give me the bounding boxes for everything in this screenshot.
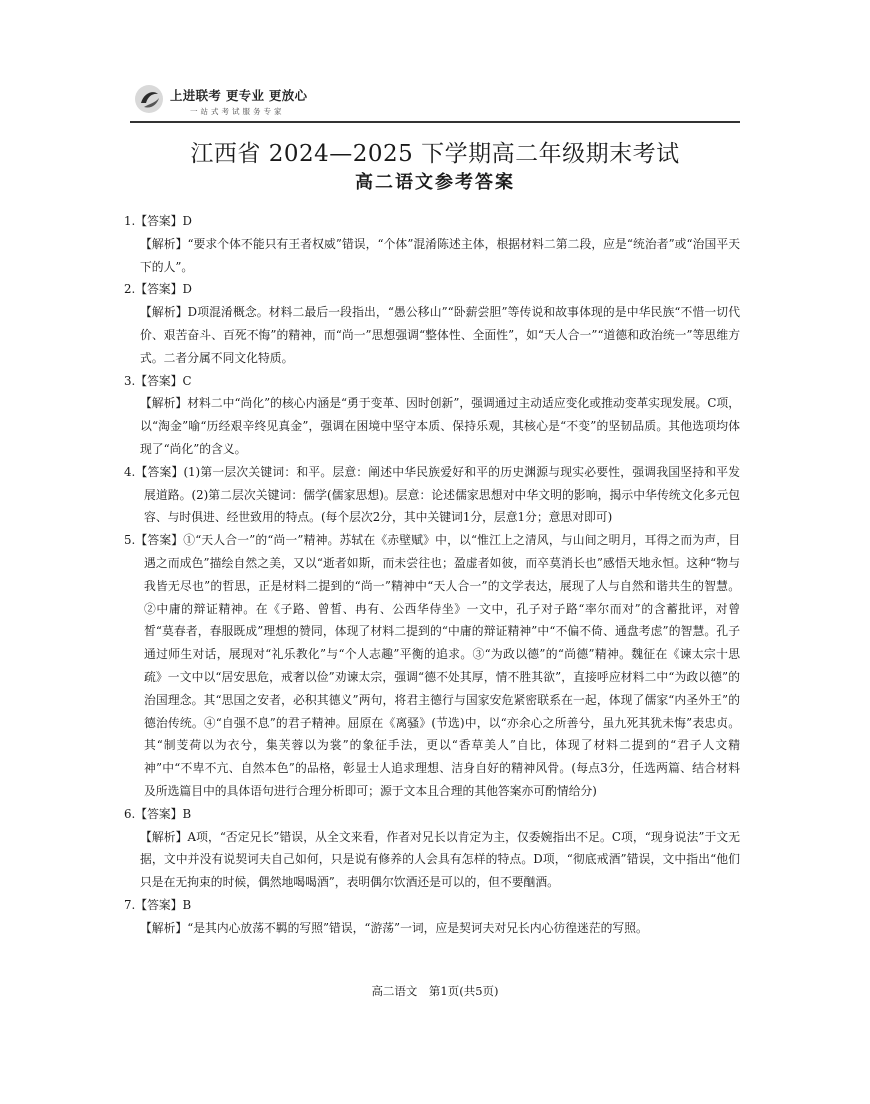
brand-subtitle: 一站式考试服务专家: [190, 107, 285, 116]
answer-text: 【答案】(1)第一层次关键词：和平。层意：阐述中华民族爱好和平的历史渊源与现实必要性，强调我国坚持和平发展道路。(2)第二层次关键词：儒学(儒家思想)。层意：论述儒家思想对中华文明的影响，揭示中华传统文化多元包容、与时俱进、经世致用的特点。(每个层次2分，其中关键词1分，层意1分；意思对即可): [135, 464, 740, 525]
explanation-text: 【解析】材料二中“尚化”的核心内涵是“勇于变革、因时创新”，强调通过主动适应变化或推动变革实现发展。C项，以“淘金”喻“历经艰辛终见真金”，强调在困境中坚守本质、保持乐观，其核心是“不变”的坚韧品质。其他选项均体现了“尚化”的含义。: [140, 396, 740, 456]
question-number: 2.: [124, 282, 136, 297]
answer-line: [124, 210, 740, 233]
exam-subtitle: 高二语文参考答案: [355, 172, 515, 193]
answer-text: 【答案】B: [135, 897, 192, 912]
answer-line: [124, 278, 740, 301]
answer-text: 【答案】①“天人合一”的“尚一”精神。苏轼在《赤壁赋》中，以“惟江上之清风，与山间之明月，耳得之而为声，目遇之而成色”描绘自然之美，又以“逝者如斯，而未尝往也；盈虚者如彼，而卒莫消长也”感悟天地永恒。这种“物与我皆无尽也”的哲思，正是材料二提到的“尚一”精神中“天人合一”的文学表达，展现了人与自然和谐共生的智慧。②中庸的辩证精神。在《子路、曾皙、冉有、公西华侍坐》一文中，孔子对子路“率尔而对”的含蓄批评，对曾皙“莫春者，春服既成”理想的赞同，体现了材料二提到的“中庸的辩证精神”中“不偏不倚、通盘考虑”的智慧。孔子通过师生对话，展现对“礼乐教化”与“个人志趣”平衡的追求。③“为政以德”的“尚德”精神。魏征在《谏太宗十思疏》一文中以“居安思危，戒奢以俭”劝谏太宗，强调“德不处其厚，情不胜其欲”，直接呼应材料二中“为政以德”的治国理念。其“思国之安者，必积其德义”两句，将君主德行与国家安危紧密联系在一起，体现了儒家“内圣外王”的德治传统。④“自强不息”的君子精神。屈原在《离骚》(节选)中，以“亦余心之所善兮，虽九死其犹未悔”表忠贞。其“制芰荷以为衣兮，集芙蓉以为裳”的象征手法，更以“香草美人”自比，体现了材料二提到的“君子人文精神”中“不卑不亢、自然本色”的品格，彰显士人追求理想、洁身自好的精神风骨。(每点3分，任选两篇、结合材料及所选篇目中的具体语句进行合理分析即可；源于文本且合理的其他答案亦可酌情给分): [135, 533, 740, 798]
brand-logo-icon: [134, 84, 164, 114]
question-number: 5.: [124, 533, 136, 548]
explanation-text: 【解析】“是其内心放荡不羁的写照”错误，“游荡”一词，应是契诃夫对兄长内心彷徨迷茫的写照。: [140, 920, 648, 935]
answer-item: [124, 461, 740, 529]
explanation-text: 【解析】A项，“否定兄长”错误，从全文来看，作者对兄长以肯定为主，仅委婉指出不足。C项，“现身说法”于文无据，文中并没有说契诃夫自己如何，只是说有修养的人会具有怎样的特点。D项，“彻底戒酒”错误，文中指出“他们只是在无拘束的时候，偶然地喝喝酒”，表明偶尔饮酒还是可以的，但不要酗酒。: [140, 829, 740, 890]
answer-list: [124, 210, 740, 940]
answer-item: [124, 803, 740, 894]
answer-item: [124, 894, 740, 940]
question-number: 7.: [124, 897, 136, 912]
answer-item: [124, 370, 740, 461]
answer-text: 【答案】D: [135, 282, 192, 297]
brand-slogan: 上进联考 更专业 更放心: [170, 88, 308, 103]
question-number: 1.: [124, 214, 136, 228]
exam-title: 江西省 2024—2025 下学期高二年级期末考试: [190, 141, 680, 167]
answer-text: 【答案】C: [135, 373, 192, 388]
answer-line: [124, 894, 740, 917]
answer-item: [124, 529, 740, 803]
question-number: 4.: [124, 464, 136, 479]
explanation-text: 【解析】“要求个体不能只有王者权威”错误，“个体”混淆陈述主体，根据材料二第二段，应是“统治者”或“治国平天下的人”。: [140, 236, 740, 274]
page-footer: 高二语文 第1页(共5页): [371, 984, 499, 998]
header-divider: [130, 121, 740, 123]
answer-text: 【答案】D: [135, 214, 192, 228]
answer-line: [124, 370, 740, 393]
question-number: 3.: [124, 373, 136, 388]
answer-line: [124, 461, 740, 529]
answer-item: [124, 210, 740, 278]
page-header: [130, 80, 740, 124]
answer-line: [124, 529, 740, 803]
explanation-text: 【解析】D项混淆概念。材料二最后一段指出，“愚公移山”“卧薪尝胆”等传说和故事体现的是中华民族“不惜一切代价、艰苦奋斗、百死不悔”的精神，而“尚一”思想强调“整体性、全面性”，如“天人合一”“道德和政治统一”等思维方式。二者分属不同文化特质。: [140, 305, 740, 365]
question-number: 6.: [124, 806, 136, 821]
answer-text: 【答案】B: [135, 806, 192, 821]
answer-line: [124, 803, 740, 826]
answer-item: [124, 278, 740, 369]
